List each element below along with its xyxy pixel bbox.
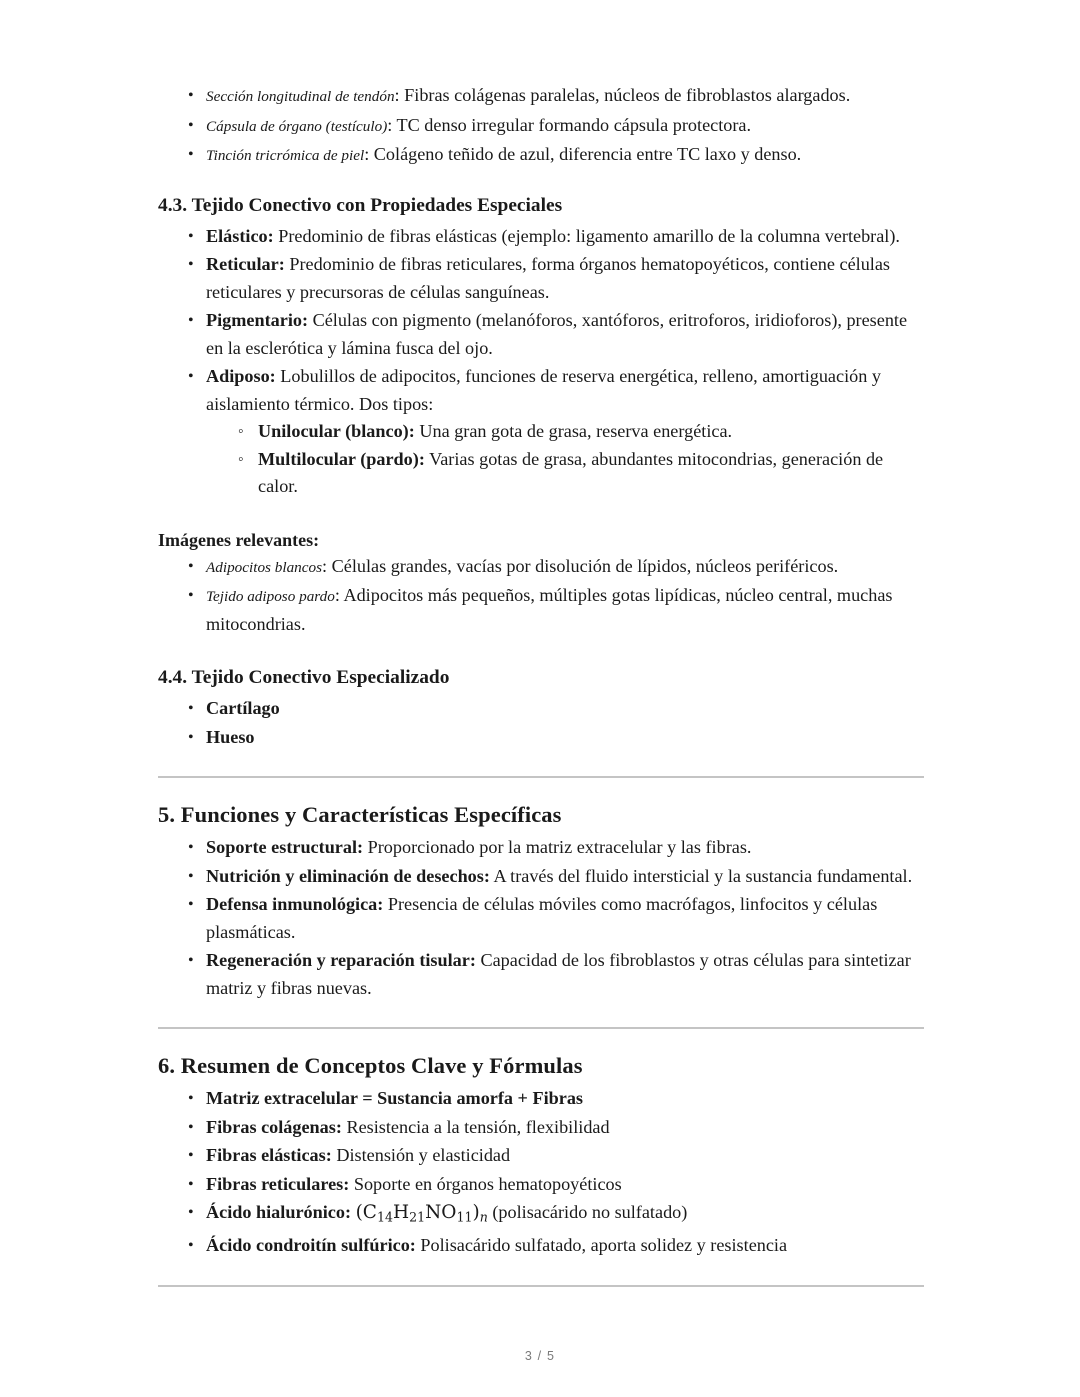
list-item [158, 223, 924, 251]
list-item [158, 834, 924, 862]
list-item-lead: Fibras reticulares: [206, 1173, 350, 1194]
list-item-text: (polisacárido no sulfatado) [487, 1202, 688, 1222]
list-item-lead: Tejido adiposo pardo [206, 588, 335, 605]
formula-close: ) [472, 1202, 480, 1223]
section-heading-5: 5. Funciones y Características Específicas [158, 802, 562, 827]
list-item [158, 251, 924, 306]
section-5 [158, 800, 924, 1002]
list-item-lead: Sección longitudinal de tendón [206, 88, 395, 105]
list-item-lead: Tinción tricrómica de piel [206, 147, 365, 164]
list-item [158, 695, 924, 723]
list-item [158, 863, 924, 891]
section-4-3 [158, 192, 924, 501]
list-item-formula [158, 1199, 924, 1231]
sub-list-item [206, 446, 924, 501]
list-item [158, 1142, 924, 1170]
section-5-list [158, 834, 924, 1002]
list-item-text: Capacidad de los fibroblastos y otras células para sintetizar matriz y fibras nuevas. [206, 950, 911, 998]
list-item [158, 307, 924, 362]
section-4-3-list [158, 223, 924, 501]
list-item-lead: Matriz extracelular = Sustancia amorfa + Fibras [206, 1088, 583, 1108]
list-item-lead: Fibras colágenas: [206, 1116, 342, 1137]
list-item [158, 582, 924, 638]
images-block [158, 527, 924, 639]
list-item-lead: Soporte estructural: [206, 837, 364, 857]
list-item-lead: Ácido condroitín sulfúrico: [206, 1235, 416, 1256]
formula-n-subscript: n [479, 1209, 488, 1225]
section-4-4 [158, 664, 924, 751]
section-4-3-sublist [206, 418, 924, 501]
section-6 [158, 1051, 924, 1260]
sub-list-item-lead: Multilocular (pardo): [258, 448, 425, 469]
list-item [158, 947, 924, 1002]
list-item [158, 891, 924, 946]
list-item [158, 112, 924, 141]
sub-list-item-lead: Unilocular (blanco): [258, 421, 415, 441]
list-item-lead: Pigmentario: [206, 310, 309, 330]
list-item-lead: Reticular: [206, 254, 285, 274]
list-item [158, 141, 924, 170]
section-4-4-list [158, 695, 924, 751]
top-continuation-list [158, 82, 924, 170]
list-item-text: Presencia de células móviles como macrófagos, linfocitos y células plasmáticas. [206, 894, 878, 942]
formula-mid-1: H [392, 1202, 410, 1223]
list-item-lead: Cartílago [206, 698, 280, 718]
list-item-text: : Células grandes, vacías por disolución de lípidos, núcleos periféricos. [322, 555, 839, 576]
page-content [158, 82, 924, 1287]
list-item-text: : TC denso irregular formando cápsula protectora. [387, 114, 752, 135]
list-item-lead: Fibras elásticas: [206, 1145, 332, 1165]
list-item [158, 1232, 924, 1260]
formula-open: (C [355, 1202, 377, 1223]
list-item [158, 82, 924, 111]
list-item-text: A través del fluido intersticial y la sustancia fundamental. [489, 865, 913, 886]
chemical-formula [356, 1202, 488, 1223]
list-item-text: Resistencia a la tensión, flexibilidad [341, 1116, 610, 1137]
list-item-lead: Hueso [206, 726, 255, 747]
list-item [158, 363, 924, 501]
section-6-list [158, 1085, 924, 1260]
sub-list-item-text: Varias gotas de grasa, abundantes mitocondrias, generación de calor. [258, 448, 884, 496]
list-item-lead: Adipocitos blancos [206, 558, 323, 576]
list-item-text: Lobulillos de adipocitos, funciones de reserva energética, relleno, amortiguación y aislamiento térmico. Dos tipos: [206, 366, 881, 414]
list-item [158, 553, 924, 582]
list-item-lead: Elástico: [206, 225, 274, 246]
list-item-lead: Ácido hialurónico: [206, 1202, 352, 1222]
section-heading-6: 6. Resumen de Conceptos Clave y Fórmulas [158, 1053, 583, 1078]
list-item-text: Polisacárido sulfatado, aporta solidez y resistencia [415, 1235, 788, 1256]
list-item [158, 1085, 924, 1113]
sub-list-item-text: Una gran gota de grasa, reserva energética. [414, 421, 733, 441]
list-item [158, 1114, 924, 1142]
formula-mid-2: NO [425, 1202, 457, 1223]
list-item-text: Distensión y elasticidad [331, 1145, 511, 1165]
list-item-lead: Nutrición y eliminación de desechos: [206, 865, 490, 886]
page-number: 3 / 5 [524, 1349, 556, 1363]
formula-sub-3: 11 [456, 1209, 473, 1225]
list-item-text: Proporcionado por la matriz extracelular y las fibras. [363, 837, 752, 857]
formula-sub-2: 21 [409, 1209, 426, 1225]
section-divider [158, 1027, 924, 1029]
list-item [158, 724, 924, 752]
list-item-text: Células con pigmento (melanóforos, xantóforos, eritroforos, iridioforos), presente en la esclerótica y lámina fusca del ojo. [206, 310, 908, 358]
images-block-heading: Imágenes relevantes: [158, 529, 320, 550]
list-item-text: Predominio de fibras reticulares, forma órganos hematopoyéticos, contiene células reticulares y precursoras de células sanguíneas. [206, 254, 890, 302]
list-item-lead: Cápsula de órgano (testículo) [206, 117, 388, 135]
section-divider [158, 776, 924, 778]
sub-list-item [206, 418, 924, 446]
list-item-lead: Defensa inmunológica: [206, 894, 384, 914]
list-item-text: : Colágeno teñido de azul, diferencia entre TC laxo y denso. [364, 144, 802, 164]
list-item-text: : Adipocitos más pequeños, múltiples gotas lipídicas, núcleo central, muchas mitocondrias. [206, 585, 893, 634]
list-item-text: Predominio de fibras elásticas (ejemplo: ligamento amarillo de la columna vertebral). [273, 225, 900, 246]
list-item-lead: Adiposo: [206, 366, 276, 386]
images-block-list [158, 553, 924, 639]
bottom-divider [158, 1285, 924, 1287]
list-item-text: : Fibras colágenas paralelas, núcleos de fibroblastos alargados. [394, 85, 851, 105]
page-footer [0, 1349, 1080, 1363]
subsection-heading-4-3: 4.3. Tejido Conectivo con Propiedades Especiales [158, 194, 563, 216]
list-item-lead: Regeneración y reparación tisular: [206, 950, 476, 970]
subsection-heading-4-4: 4.4. Tejido Conectivo Especializado [158, 667, 450, 688]
formula-sub-1: 14 [376, 1209, 393, 1225]
list-item-text: Soporte en órganos hematopoyéticos [349, 1173, 622, 1194]
list-item [158, 1171, 924, 1199]
